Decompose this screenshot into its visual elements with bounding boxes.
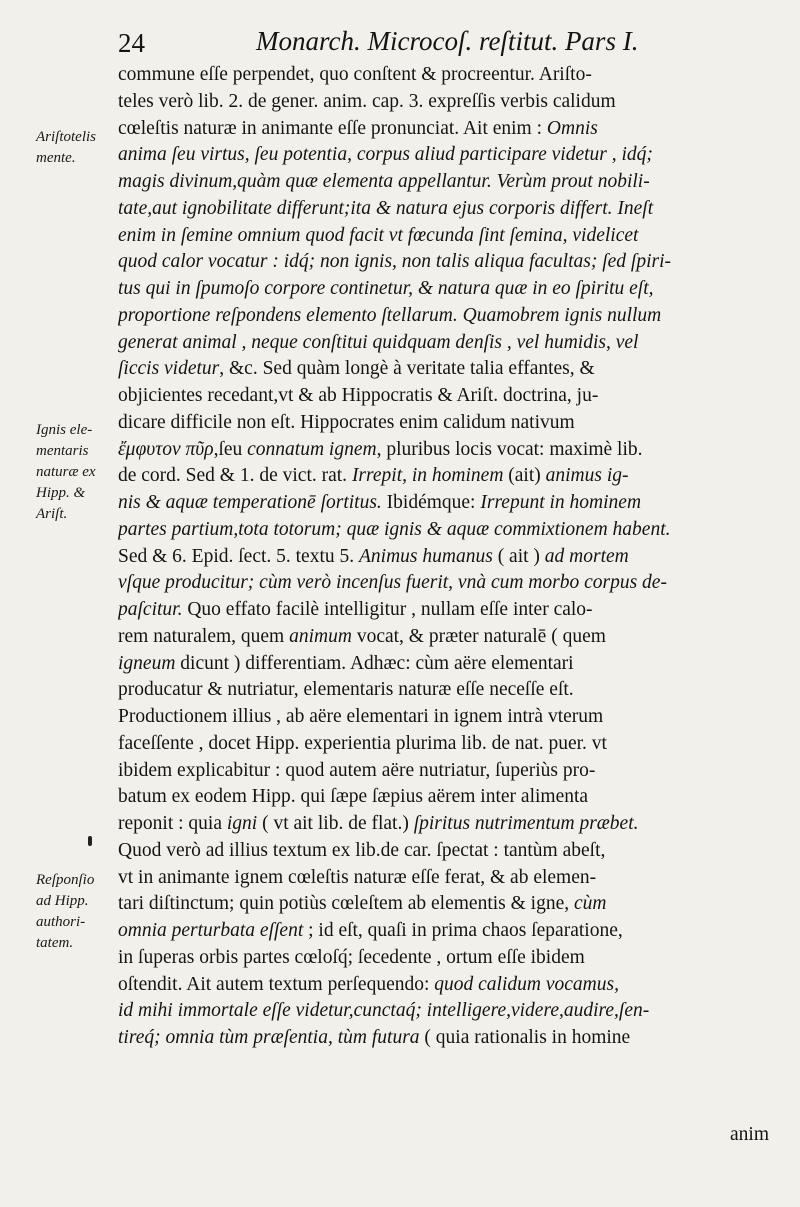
text-segment: cùm <box>574 893 607 915</box>
text-segment: dicare difficile non eſt. Hippocrates enim calidum nativum <box>118 411 575 433</box>
text-segment: Productionem illius , ab aëre elementari in ignem intrà vterum <box>118 706 604 727</box>
text-segment: Irrepunt in hominem <box>480 492 642 513</box>
text-segment: partes partium,tota totorum; quæ ignis & aquæ commixtionem habent. <box>118 518 671 540</box>
margin-note-line: Ariſt. <box>36 506 68 522</box>
text-segment: oſtendit. Ait autem textum perſequendo: <box>118 973 435 995</box>
text-segment: Ibidémque: <box>381 492 481 513</box>
text-line <box>118 169 780 196</box>
text-line <box>118 972 780 999</box>
text-segment: commune eſſe perpendet, quo conſtent & procreentur. Ariſto- <box>118 64 592 85</box>
text-segment: teles verò lib. 2. de gener. anim. cap. 3. expreſſis verbis calidum <box>118 90 616 112</box>
text-segment: vſque producitur; cùm verò incenſus fuerit, vnà cum morbo corpus de- <box>118 572 667 594</box>
text-segment: batum ex eodem Hipp. qui ſæpe ſæpius aërem inter alimenta <box>118 786 589 808</box>
main-text <box>118 62 780 1052</box>
text-line <box>118 89 780 116</box>
text-line <box>118 223 780 250</box>
text-line <box>118 437 780 464</box>
text-segment: quod calor vocatur : idq́; non ignis, non talis aliqua facultas; ſed ſpiri- <box>118 251 672 273</box>
text-segment: id mihi immortale eſſe videtur,cunctaq́; intelligere,videre,audire,ſen- <box>118 1000 650 1022</box>
text-segment: tus qui in ſpumoſo corpore continetur, & natura quæ in eo ſpiritu eſt, <box>118 278 654 299</box>
margin-note-line: Ariſtotelis <box>36 129 96 145</box>
text-segment: ad mortem <box>544 545 629 567</box>
text-segment: connatum ignem <box>247 438 377 460</box>
text-segment: anima ſeu virtus, ſeu potentia, corpus aliud participare videtur , idq́; <box>118 144 653 166</box>
text-line <box>118 463 780 490</box>
text-segment: quod calidum vocamus, <box>434 973 619 995</box>
text-line <box>118 865 780 892</box>
text-segment: ſiccis videtur <box>118 358 220 380</box>
text-line <box>118 838 780 865</box>
text-line <box>118 249 780 276</box>
margin-note-line: authori- <box>36 914 86 930</box>
text-segment: faceſſente , docet Hipp. experientia plurima lib. de nat. puer. vt <box>118 732 607 754</box>
text-segment: Quod verò ad illius textum ex lib.de car. ſpectat : tantùm abeſt, <box>118 839 606 861</box>
text-line <box>118 142 780 169</box>
text-line <box>118 276 780 303</box>
text-segment: objicientes recedant,vt & ab Hippocratis & Ariſt. doctrina, ju- <box>118 385 599 406</box>
text-segment: ſpiritus nutrimentum præbet. <box>413 813 639 834</box>
margin-note-line: Reſponſio <box>36 872 95 888</box>
text-segment: Irrepit, in hominem <box>351 465 504 487</box>
text-line <box>118 116 780 143</box>
text-segment: producatur & nutriatur, elementaris naturæ eſſe neceſſe eſt. <box>118 679 574 701</box>
margin-note-line: naturæ ex <box>36 464 96 480</box>
text-line <box>118 784 780 811</box>
text-segment: ; id eſt, quaſi in prima chaos ſeparatione, <box>303 920 623 941</box>
text-segment: tate,aut ignobilitate differunt;ita & natura ejus corporis differt. Ineſt <box>118 197 654 219</box>
margin-note-line: ad Hipp. <box>36 893 89 909</box>
text-segment: ἔμφυτον πῦρ <box>118 438 214 460</box>
text-segment: enim in ſemine omnium quod facit vt fœcunda ſint ſemina, videlicet <box>118 224 639 246</box>
text-line <box>118 410 780 437</box>
text-segment: dicunt ) differentiam. Adhæc: cùm aëre elementari <box>175 652 574 674</box>
page-header <box>118 22 678 62</box>
text-line <box>118 677 780 704</box>
text-segment: Sed & 6. Epid. ſect. 5. textu 5. <box>118 545 360 567</box>
text-segment: vocat, & præter naturalē ( quem <box>351 625 606 647</box>
margin-note-line: tatem. <box>36 935 74 951</box>
text-line <box>118 758 780 785</box>
catchword: anim <box>730 1124 769 1145</box>
text-segment: ( quia rationalis in homine <box>419 1027 631 1048</box>
text-segment: reponit : quia <box>118 813 227 834</box>
text-segment: igni <box>226 813 258 834</box>
text-segment: generat animal , neque conſtitui quidquam denſis , vel humidis, vel <box>118 331 639 353</box>
margin-note-line: Ignis ele- <box>36 422 93 438</box>
page-number: 24 <box>118 28 145 58</box>
text-line <box>118 651 780 678</box>
running-title: Monarch. Microcoſ. reſtitut. Pars I. <box>256 26 639 56</box>
text-segment: tireq́; omnia tùm præſentia, tùm futura <box>118 1027 420 1048</box>
text-line <box>118 891 780 918</box>
text-line <box>118 196 780 223</box>
text-segment: rem naturalem, quem <box>118 625 290 647</box>
text-line <box>118 517 780 544</box>
text-line <box>118 356 780 383</box>
text-line <box>118 544 780 571</box>
text-segment: animum <box>289 625 352 647</box>
text-segment: proportione reſpondens elemento ſtellarum. Quamobrem ignis nullum <box>118 304 662 326</box>
text-line <box>118 490 780 517</box>
text-line <box>118 811 780 838</box>
text-segment: ( vt ait lib. de flat.) <box>257 813 414 834</box>
text-segment: ibidem explicabitur : quod autem aëre nutriatur, ſuperiùs pro- <box>118 759 596 781</box>
text-segment: animus ig- <box>545 465 629 487</box>
text-segment: paſcitur. <box>118 599 183 620</box>
text-line <box>118 570 780 597</box>
text-line <box>118 330 780 357</box>
text-segment: magis divinum,quàm quæ elementa appellantur. Verùm prout nobili- <box>118 171 650 192</box>
text-segment: igneum <box>118 652 176 674</box>
text-segment: in ſuperas orbis partes cœloſq́; ſecedente , ortum eſſe ibidem <box>118 946 585 968</box>
margin-note-aristotle <box>36 127 126 169</box>
text-segment: tari diſtinctum; quin potiùs cœleſtem ab elementis & igne, <box>118 893 574 915</box>
text-line <box>118 945 780 972</box>
margin-note-line: mentaris <box>36 443 89 459</box>
margin-note-response <box>36 870 126 954</box>
text-segment: de cord. Sed & 1. de vict. rat. <box>118 465 352 487</box>
text-segment: ( ait ) <box>492 545 545 567</box>
text-segment: , pluribus locis vocat: maximè lib. <box>376 438 643 460</box>
margin-note-line: Hipp. & <box>36 485 86 501</box>
margin-note-line: mente. <box>36 150 76 166</box>
text-segment: vt in animante ignem cœleſtis naturæ eſſe ferat, & ab elemen- <box>118 866 597 888</box>
text-line <box>118 62 780 89</box>
margin-note-fire-element <box>36 420 126 525</box>
text-line <box>118 998 780 1025</box>
text-segment: Quo effato facilè intelligitur , nullam eſſe inter calo- <box>182 599 593 620</box>
text-line <box>118 303 780 330</box>
text-line <box>118 731 780 758</box>
text-segment: , &c. Sed quàm longè à veritate talia effantes, & <box>219 358 595 380</box>
text-segment: Animus humanus <box>359 545 493 567</box>
text-segment: omnia perturbata eſſent <box>118 920 304 941</box>
text-line <box>118 383 780 410</box>
text-line <box>118 704 780 731</box>
text-segment: (ait) <box>503 465 546 487</box>
text-segment: nis & aquæ temperationē ſortitus. <box>118 492 382 513</box>
text-segment: Omnis <box>546 117 598 139</box>
text-line <box>118 918 780 945</box>
text-line <box>118 1025 780 1052</box>
text-segment: ,ſeu <box>213 438 248 460</box>
text-line <box>118 597 780 624</box>
ink-speck <box>88 836 92 846</box>
text-line <box>118 624 780 651</box>
text-segment: cœleſtis naturæ in animante eſſe pronunciat. Ait enim : <box>118 117 547 139</box>
